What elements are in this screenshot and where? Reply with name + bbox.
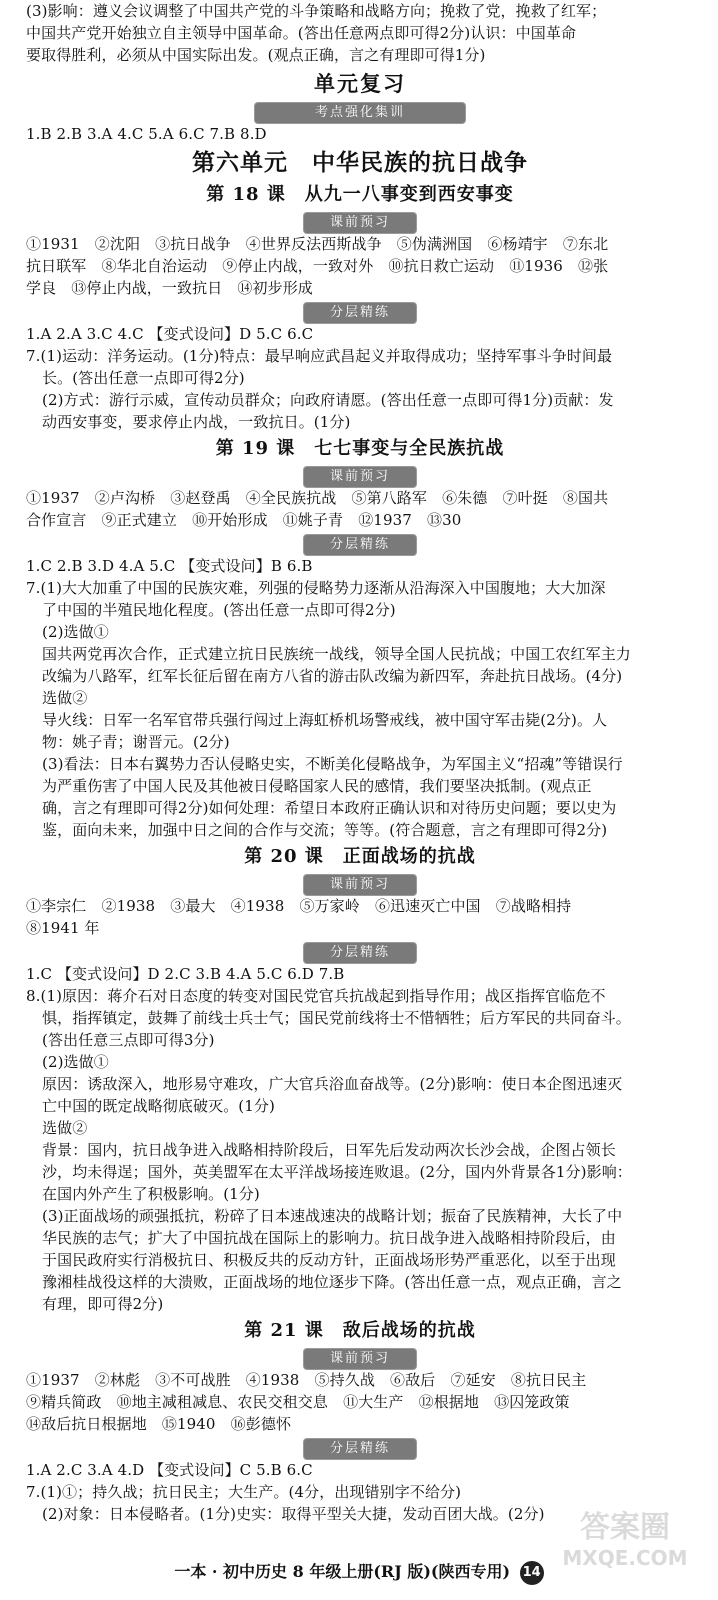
text-line: 7.(1)①；持久战；抗日民主；大生产。(4分，出现错别字不给分) xyxy=(26,1483,462,1501)
text-line: 物：姚子青；谢晋元。(2分) xyxy=(42,733,230,751)
text-line: (3)正面战场的顽强抵抗，粉碎了日本速战速决的战略计划；振奋了民族精神，大长了中 xyxy=(42,1207,623,1225)
text-line: 亡中国的既定战略彻底破灭。(1分) xyxy=(42,1097,275,1115)
text-line: 鉴，面向未来，加强中日之间的合作与交流；等等。(符合题意，言之有理即可得2分) xyxy=(42,821,608,839)
lesson-title: 第 19 课 七七事变与全民族抗战 xyxy=(215,438,505,459)
text-line: 学良 ⑬停止内战，一致抗日 ⑭初步形成 xyxy=(26,279,313,297)
lesson-title: 第 18 课 从九一八事变到西安事变 xyxy=(206,184,514,205)
text-line: 了中国的半殖民地化程度。(答出任意一点即可得2分) xyxy=(42,601,396,619)
unit-review-title: 单元复习 xyxy=(314,71,406,96)
text-line: 背景：国内，抗日战争进入战略相持阶段后，日军先后发动两次长沙会战，企图占领长 xyxy=(42,1141,616,1159)
text-line: 国共两党再次合作，正式建立抗日民族统一战线，领导全国人民抗战；中国工农红军主力 xyxy=(42,645,631,663)
top-section xyxy=(26,0,694,66)
section-banner: 考点强化集训 xyxy=(255,103,465,123)
section-banner: 课前预习 xyxy=(304,875,416,895)
text-line: ①1931 ②沈阳 ③抗日战争 ④世界反法西斯战争 ⑤伪满洲国 ⑥杨靖宇 ⑦东北 xyxy=(26,235,609,253)
text-line: 导火线：日军一名军官带兵强行闯过上海虹桥机场警戒线，被中国守军击毙(2分)。人 xyxy=(42,711,608,729)
text-line: 选做② xyxy=(42,1119,88,1137)
lesson-21 xyxy=(26,1317,694,1525)
text-line: 选做② xyxy=(42,689,88,707)
section-banner: 课前预习 xyxy=(304,1349,416,1369)
section-banner: 分层精练 xyxy=(304,303,416,323)
text-line: 确，言之有理即可得2分)如何处理：希望日本政府正确认识和对待历史问题；要以史为 xyxy=(42,799,617,817)
text-line: ①1937 ②卢沟桥 ③赵登禹 ④全民族抗战 ⑤第八路军 ⑥朱德 ⑦叶挺 ⑧国共 xyxy=(26,489,609,507)
text-line: 沙，均未得逞；国外，英美盟军在太平洋战场接连败退。(2分，国内外背景各1分)影响： xyxy=(42,1163,632,1181)
text-line: (3)看法：日本右翼势力否认侵略史实，不断美化侵略战争，为军国主义“招魂”等错误行 xyxy=(42,755,623,773)
text-line: 于国民政府实行消极抗日、积极反共的反动方针，正面战场形势严重恶化，以至于出现 xyxy=(42,1251,616,1269)
text-line: (2)方式：游行示威，宣传动员群众；向政府请愿。(答出任意一点即可得1分)贡献：发 xyxy=(42,391,614,409)
text-line: 豫湘桂战役这样的大溃败，正面战场的地位逐步下降。(答出任意一点，观点正确，言之 xyxy=(42,1273,622,1291)
page-number: 14 xyxy=(520,1561,544,1585)
text-line: 7.(1)大大加重了中国的民族灾难，列强的侵略势力逐渐从沿海深入中国腹地；大大加深 xyxy=(26,579,606,597)
text-line: 在国内外产生了积极影响。(1分) xyxy=(42,1185,260,1203)
text-line: ①1937 ②林彪 ③不可战胜 ④1938 ⑤持久战 ⑥敌后 ⑦延安 ⑧抗日民主 xyxy=(26,1371,587,1389)
text-line: 原因：诱敌深入，地形易守难攻，广大官兵浴血奋战等。(2分)影响：使日本企图迅速灭 xyxy=(42,1075,623,1093)
lesson-20 xyxy=(26,843,694,1315)
section-banner: 课前预习 xyxy=(304,213,416,233)
page-footer xyxy=(0,1560,718,1585)
text-line: ⑧1941 年 xyxy=(26,919,100,937)
answer-line: 1.A 2.C 3.A 4.D 【变式设问】C 5.B 6.C xyxy=(26,1461,313,1479)
answer-line: 1.A 2.A 3.C 4.C 【变式设问】D 5.C 6.C xyxy=(26,325,314,343)
text-line: 要取得胜利，必须从中国实际出发。(观点正确，言之有理即可得1分) xyxy=(26,46,486,64)
section-banner: 分层精练 xyxy=(304,1439,416,1459)
text-line: 抗日联军 ⑧华北自治运动 ⑨停止内战，一致对外 ⑩抗日救亡运动 ⑪1936 ⑫张 xyxy=(26,257,609,275)
unit-review-section xyxy=(26,69,694,145)
lesson-18 xyxy=(26,181,694,433)
text-line: 有理，即可得2分) xyxy=(42,1295,164,1313)
text-line: (答出任意三点即可得3分) xyxy=(42,1031,215,1049)
text-line: 8.(1)原因：蒋介石对日态度的转变对国民党官兵抗战起到指导作用；战区指挥官临危不 xyxy=(26,987,606,1005)
text-line: 惧，指挥镇定，鼓舞了前线士兵士气；国民党前线将士不惜牺牲；后方军民的共同奋斗。 xyxy=(42,1009,631,1027)
text-line: (3)影响：遵义会议调整了中国共产党的斗争策略和战略方向；挽救了党，挽救了红军； xyxy=(26,2,607,20)
text-line: 改编为八路军，红军长征后留在南方八省的游击队改编为新四军，奔赴抗日战场。(4分) xyxy=(42,667,623,685)
text-line: (2)对象：日本侵略者。(1分)史实：取得平型关大捷，发动百团大战。(2分) xyxy=(42,1505,545,1523)
footer-text: 一本 · 初中历史 8 年级上册(RJ 版)(陕西专用) xyxy=(174,1562,511,1581)
page-content xyxy=(26,0,694,1525)
text-line: 为严重伤害了中国人民及其他被日侵略国家人民的感情，我们要坚决抵制。(观点正 xyxy=(42,777,592,795)
text-line: ⑨精兵简政 ⑩地主减租减息、农民交租交息 ⑪大生产 ⑫根据地 ⑬囚笼政策 xyxy=(26,1393,570,1411)
text-line: ①李宗仁 ②1938 ③最大 ④1938 ⑤万家岭 ⑥迅速灭亡中国 ⑦战略相持 xyxy=(26,897,572,915)
text-line: 7.(1)运动：洋务运动。(1分)特点：最早响应武昌起义并取得成功；坚持军事斗争时间最 xyxy=(26,347,613,365)
text-line: ⑭敌后抗日根据地 ⑮1940 ⑯彭德怀 xyxy=(26,1415,292,1433)
watermark-text: 答案圈 xyxy=(580,1510,670,1545)
text-line: 动西安事变，要求停止内战，一致抗日。(1分) xyxy=(42,413,351,431)
watermark-url: MXQE.COM xyxy=(562,1546,688,1570)
answer-line: 1.C 【变式设问】D 2.C 3.B 4.A 5.C 6.D 7.B xyxy=(26,965,345,983)
text-line: 中国共产党开始独立自主领导中国革命。(答出任意两点即可得2分)认识：中国革命 xyxy=(26,24,577,42)
text-line: 华民族的志气；扩大了中国抗战在国际上的影响力。抗日战争进入战略相持阶段后，由 xyxy=(42,1229,616,1247)
lesson-title: 第 20 课 正面战场的抗战 xyxy=(244,846,476,867)
lesson-19 xyxy=(26,435,694,841)
section-banner: 分层精练 xyxy=(304,943,416,963)
text-line: 长。(答出任意一点即可得2分) xyxy=(42,369,245,387)
section-banner: 课前预习 xyxy=(304,467,416,487)
section-banner: 分层精练 xyxy=(304,535,416,555)
lesson-title: 第 21 课 敌后战场的抗战 xyxy=(244,1320,476,1341)
unit-title: 第六单元 中华民族的抗日战争 xyxy=(192,149,528,176)
answer-line: 1.B 2.B 3.A 4.C 5.A 6.C 7.B 8.D xyxy=(26,125,267,143)
answer-line: 1.C 2.B 3.D 4.A 5.C 【变式设问】B 6.B xyxy=(26,557,313,575)
text-line: (2)选做① xyxy=(42,623,109,641)
text-line: 合作宣言 ⑨正式建立 ⑩开始形成 ⑪姚子青 ⑫1937 ⑬30 xyxy=(26,511,462,529)
text-line: (2)选做① xyxy=(42,1053,109,1071)
